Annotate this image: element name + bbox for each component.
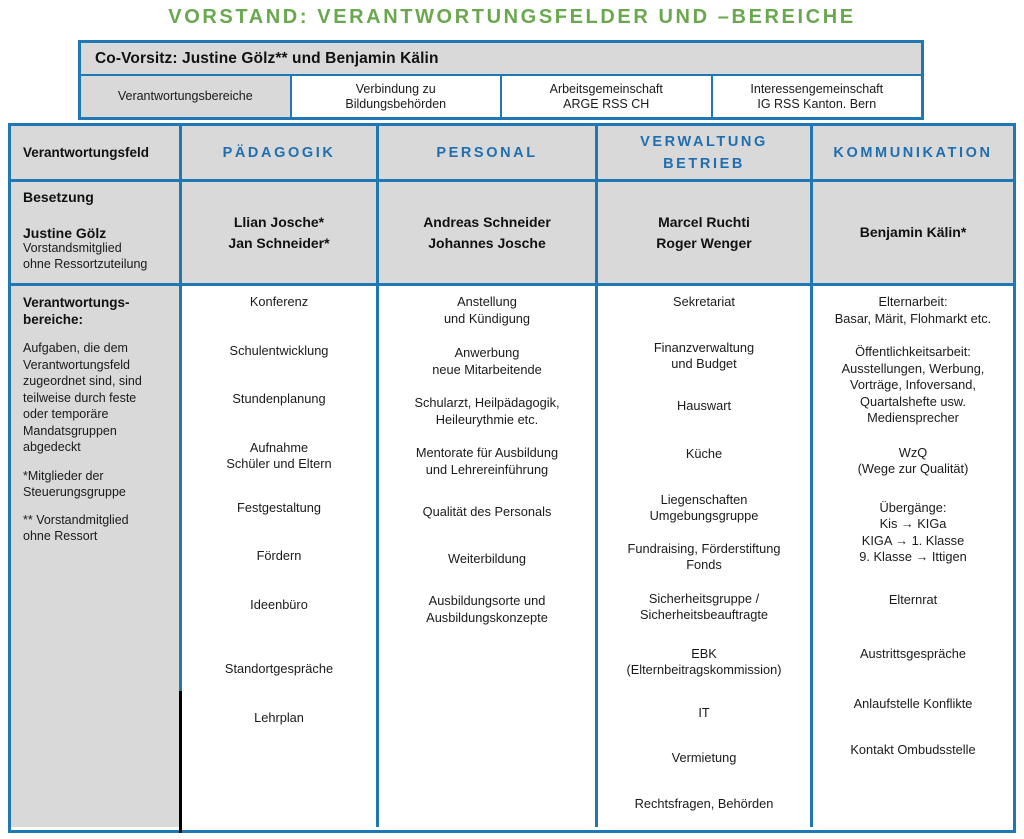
areas-sidebar xyxy=(11,286,182,827)
area-item xyxy=(182,343,376,360)
text-line: Jan Schneider* xyxy=(228,234,330,251)
area-item xyxy=(813,344,1013,427)
area-item-line: Rechtsfragen, Behörden xyxy=(634,795,774,811)
area-item-line: Anwerbung xyxy=(454,345,520,360)
area-item-line: Anstellung xyxy=(457,294,517,309)
area-item-line: Sicherheitsgruppe / xyxy=(648,590,760,606)
area-item xyxy=(182,548,376,565)
text-line: Benjamin Kälin* xyxy=(859,224,967,240)
text-line: Vorstandsmitglied xyxy=(23,241,122,255)
area-item xyxy=(182,294,376,311)
leadership-subcell-text xyxy=(118,89,253,104)
area-item-line: Vermietung xyxy=(671,750,737,765)
staffing-heading: Besetzung xyxy=(23,189,94,205)
area-item-line: Fonds xyxy=(686,557,722,572)
text-line: Verantwortungsfeld xyxy=(23,357,131,372)
area-item-line: Vorträge, Infoversand, xyxy=(850,377,976,392)
leadership-subcell-text xyxy=(345,82,446,112)
area-item-line: Mentorate für Ausbildung xyxy=(415,445,559,460)
area-item-line: Kis → KIGa xyxy=(879,516,947,531)
area-item-line: Liegenschaften xyxy=(660,491,748,507)
area-item xyxy=(598,796,810,813)
header-cell-personal xyxy=(379,126,598,179)
area-item-line: und Lehrereinführung xyxy=(425,461,549,477)
header-cell-paedagogik xyxy=(182,126,379,179)
area-item-line: Sekretariat xyxy=(673,294,735,309)
text-line: teilweise durch feste xyxy=(23,390,137,405)
text-line: Steuerungsgruppe xyxy=(23,485,126,499)
text-line: Roger Wenger xyxy=(656,234,752,251)
area-item-line: Aufnahme xyxy=(249,439,309,455)
text-line: Llian Josche* xyxy=(233,213,325,230)
areas-sidebar-paragraph xyxy=(23,340,171,456)
header-field-label: Verantwortungsfeld xyxy=(23,145,150,160)
area-item xyxy=(598,646,810,679)
area-item-line: Weiterbildung xyxy=(447,550,526,566)
area-item-line: Sicherheitsbeauftragte xyxy=(639,607,769,622)
co-chair-label: Co-Vorsitz: Justine Gölz** und Benjamin Kälin xyxy=(95,49,439,67)
area-item xyxy=(598,446,810,463)
area-item-line: Finanzverwaltung xyxy=(653,339,755,355)
area-item-line: Öffentlichkeitsarbeit: xyxy=(855,344,971,359)
area-item xyxy=(182,597,376,614)
area-item xyxy=(379,551,595,568)
table-areas-row xyxy=(11,286,1013,827)
area-item xyxy=(379,395,595,428)
area-item xyxy=(379,294,595,327)
area-item xyxy=(598,541,810,574)
area-item-line: Austrittsgespräche xyxy=(860,646,966,661)
area-item xyxy=(182,710,376,727)
area-item-line: Anlaufstelle Konflikte xyxy=(853,695,973,711)
leadership-box xyxy=(78,40,924,120)
area-item xyxy=(182,440,376,473)
responsibility-table xyxy=(8,123,1016,833)
text-line: ** Vorstandmitglied xyxy=(23,512,129,527)
area-item-line: Fundraising, Förderstiftung xyxy=(627,540,781,556)
text-line: PERSONAL xyxy=(436,144,538,161)
staff-names xyxy=(656,212,751,254)
text-line: ARGE RSS CH xyxy=(563,96,650,111)
area-item xyxy=(182,391,376,408)
areas-footnote-two xyxy=(23,512,171,545)
area-item-line: und Kündigung xyxy=(443,310,531,326)
area-item-line: Mediensprecher xyxy=(867,410,959,425)
leadership-subcell-2 xyxy=(502,76,713,117)
areas-sidebar-title xyxy=(23,294,171,328)
staffing-cell-personal xyxy=(379,182,598,283)
leadership-subcell-row xyxy=(81,76,921,117)
area-item-line: Kontakt Ombudsstelle xyxy=(850,742,976,757)
area-item-line: Basar, Märit, Flohmarkt etc. xyxy=(834,310,992,326)
area-item-line: Schularzt, Heilpädagogik, xyxy=(414,395,560,410)
text-line: Verantwortungs- xyxy=(23,295,130,310)
text-line: Verbindung zu xyxy=(355,81,436,96)
area-item-line: Schüler und Eltern xyxy=(226,456,332,471)
areas-footnote-one xyxy=(23,468,171,501)
area-item-line: Übergänge: xyxy=(879,499,947,515)
areas-cell-verwaltung-betrieb xyxy=(598,286,813,827)
area-item xyxy=(379,593,595,626)
area-item xyxy=(598,294,810,311)
text-line: PÄDAGOGIK xyxy=(222,144,336,161)
area-item-line: (Elternbeitragskommission) xyxy=(626,662,782,677)
text-line: ohne Ressort xyxy=(23,529,98,543)
area-item-line: und Budget xyxy=(671,356,737,371)
areas-cell-kommunikation xyxy=(813,286,1013,827)
header-cell-verwaltung-betrieb xyxy=(598,126,813,179)
text-line: oder temporäre xyxy=(23,407,109,421)
area-item xyxy=(813,500,1013,566)
area-item-line: Ausstellungen, Werbung, xyxy=(841,360,985,376)
areas-list xyxy=(813,286,1013,759)
areas-list xyxy=(598,286,810,812)
area-item-line: Heileurythmie etc. xyxy=(435,411,539,427)
area-item-line: Schulentwicklung xyxy=(229,342,329,358)
text-line: Interessengemeinschaft xyxy=(750,81,884,96)
text-line: Marcel Ruchti xyxy=(658,213,750,230)
text-line: bereiche: xyxy=(23,312,84,327)
area-item-line: Ausbildungskonzepte xyxy=(426,609,548,625)
area-item-line: Hauswart xyxy=(676,397,732,413)
area-item xyxy=(182,661,376,678)
table-header-row xyxy=(11,126,1013,182)
leadership-subcell-0 xyxy=(81,76,292,117)
dept-label xyxy=(223,142,336,164)
area-item xyxy=(598,750,810,767)
text-line: Johannes Josche xyxy=(428,234,546,251)
area-item-line: Ideenbüro xyxy=(250,596,308,612)
table-staffing-row xyxy=(11,182,1013,286)
leadership-subcell-3 xyxy=(713,76,922,117)
staffing-cell-paedagogik xyxy=(182,182,379,283)
area-item-line: WzQ xyxy=(898,444,928,460)
area-item-line: Quartalshefte usw. xyxy=(860,393,966,409)
area-item-line: Elternarbeit: xyxy=(878,294,948,309)
text-line: IG RSS Kanton. Bern xyxy=(757,96,877,111)
text-line: abgedeckt xyxy=(23,440,81,454)
area-item-line: Standortgespräche xyxy=(224,661,334,676)
area-item-line: Ausbildungsorte und xyxy=(428,593,546,608)
area-item xyxy=(379,345,595,378)
area-item xyxy=(182,500,376,517)
text-line: ohne Ressortzuteilung xyxy=(23,256,148,271)
text-line: *Mitglieder der xyxy=(23,468,104,483)
area-item-line: Qualität des Personals xyxy=(422,504,552,519)
area-item xyxy=(813,742,1013,759)
areas-cell-paedagogik xyxy=(182,286,379,827)
areas-cell-personal xyxy=(379,286,598,827)
dept-label xyxy=(640,131,768,175)
text-line: BETRIEB xyxy=(663,155,745,172)
area-item-line: Festgestaltung xyxy=(237,499,321,515)
area-item xyxy=(598,492,810,525)
area-item xyxy=(813,696,1013,713)
text-line: zugeordnet sind, sind xyxy=(23,374,142,388)
areas-list xyxy=(182,286,376,726)
area-item-line: Lehrplan xyxy=(254,709,304,725)
area-item-line: KIGA → 1. Klasse xyxy=(861,532,965,548)
area-item-line: Stundenplanung xyxy=(232,391,326,406)
area-item-line: (Wege zur Qualität) xyxy=(857,461,969,476)
text-line: Mandatsgruppen xyxy=(23,423,117,438)
header-cell-field xyxy=(11,126,182,179)
area-item xyxy=(813,445,1013,478)
leadership-subcell-text xyxy=(550,82,663,112)
area-item xyxy=(598,340,810,373)
staffing-cell-chair xyxy=(11,182,182,283)
area-item-line: Küche xyxy=(685,446,723,461)
staffing-cell-kommunikation xyxy=(813,182,1013,283)
header-cell-kommunikation xyxy=(813,126,1013,179)
text-line: Andreas Schneider xyxy=(423,213,551,230)
area-item xyxy=(598,398,810,415)
area-item xyxy=(598,705,810,722)
leadership-subcell-1 xyxy=(292,76,503,117)
staff-names xyxy=(423,212,551,254)
text-line: VERWALTUNG xyxy=(640,133,768,150)
area-item xyxy=(598,591,810,624)
staffing-cell-verwaltung-betrieb xyxy=(598,182,813,283)
chair-name: Justine Gölz xyxy=(23,225,107,241)
text-line: Bildungsbehörden xyxy=(345,96,447,111)
area-item-line: IT xyxy=(698,704,710,720)
dept-label xyxy=(436,142,537,164)
chair-role xyxy=(23,241,169,272)
text-line: KOMMUNIKATION xyxy=(833,144,993,161)
area-item xyxy=(813,592,1013,609)
page-title: VORSTAND: VERANTWORTUNGSFELDER UND –BEREICHE xyxy=(168,6,856,28)
area-item-line: Umgebungsgruppe xyxy=(649,508,759,523)
area-item xyxy=(379,445,595,478)
staff-names xyxy=(860,222,967,243)
column-divider-black xyxy=(179,691,182,833)
dept-label xyxy=(833,142,992,164)
leadership-subcell-text xyxy=(750,82,883,112)
areas-list xyxy=(379,286,595,626)
area-item-line: EBK xyxy=(691,645,717,661)
text-line: Arbeitsgemeinschaft xyxy=(549,81,663,96)
text-line: Aufgaben, die dem xyxy=(23,341,128,355)
area-item xyxy=(813,294,1013,327)
area-item xyxy=(813,646,1013,663)
area-item-line: 9. Klasse → Ittigen xyxy=(859,549,967,564)
area-item xyxy=(379,504,595,521)
area-item-line: Fördern xyxy=(256,548,302,563)
co-chair-bar xyxy=(81,43,921,76)
staff-names xyxy=(228,212,329,254)
text-line: Verantwortungsbereiche xyxy=(117,89,253,103)
area-item-line: Konferenz xyxy=(249,294,309,309)
area-item-line: Elternrat xyxy=(888,591,938,607)
area-item-line: neue Mitarbeitende xyxy=(432,361,542,377)
